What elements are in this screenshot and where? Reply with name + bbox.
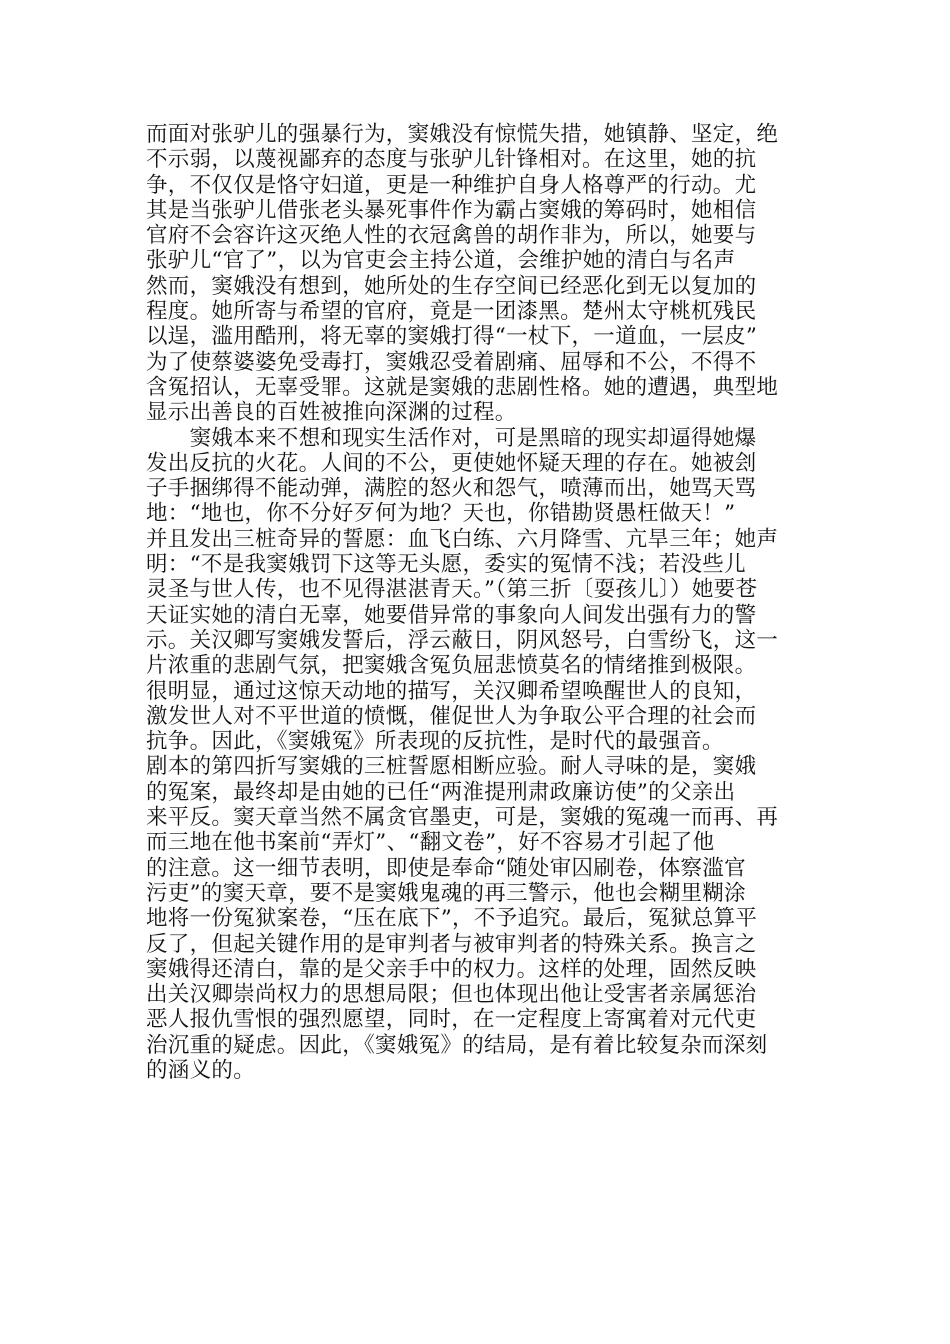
text-line: 含冤招认，无辜受罪。这就是窦娥的悲剧性格。她的遭遇，典型地	[146, 374, 779, 400]
text-line: 窦娥本来不想和现实生活作对，可是黑暗的现实却逼得她爆	[146, 425, 757, 451]
text-line: 而三地在他书案前“弄灯”、“翻文卷”，好不容易才引起了他	[146, 830, 715, 856]
text-line: 而面对张驴儿的强暴行为，窦娥没有惊慌失措，她镇静、坚定，绝	[146, 122, 779, 147]
text-line: 其是当张驴儿借张老头暴死事件作为霸占窦娥的筹码时，她相信	[146, 197, 757, 223]
text-line: 出关汉卿崇尚权力的思想局限；但也体现出他让受害者亲属惩治	[146, 982, 757, 1008]
body-text	[146, 122, 811, 1083]
text-line: 以逞，滥用酷刑，将无辜的窦娥打得“一杖下，一道血，一层皮”	[146, 324, 758, 350]
text-line: 然而，窦娥没有想到，她所处的生存空间已经恶化到无以复加的	[146, 273, 757, 299]
text-line: 发出反抗的火花。人间的不公，更使她怀疑天理的存在。她被刽	[146, 450, 757, 476]
text-line: 抗争。因此，《窦娥冤》所表现的反抗性，是时代的最强音。	[146, 729, 724, 755]
text-line: 地：“地也，你不分好歹何为地？天也，你错勘贤愚枉做天！”	[146, 501, 736, 527]
text-line: 的涵义的。	[146, 1057, 256, 1083]
text-line: 子手捆绑得不能动弹，满腔的怒火和怨气，喷薄而出，她骂天骂	[146, 476, 757, 502]
text-line: 灵圣与世人传，也不见得湛湛青天。”（第三折〔耍孩儿〕）她要苍	[146, 577, 758, 603]
text-line: 反了，但起关键作用的是审判者与被审判者的特殊关系。换言之	[146, 931, 757, 957]
text-line: 治沉重的疑虑。因此，《窦娥冤》的结局，是有着比较复杂而深刻	[146, 1032, 768, 1058]
text-line: 激发世人对不平世道的愤慨，催促世人为争取公平合理的社会而	[146, 703, 757, 729]
text-line: 地将一份冤狱案卷，“压在底下”，不予追究。最后，冤狱总算平	[146, 906, 758, 932]
text-line: 的注意。这一细节表明，即使是奉命“随处审囚刷卷，体察滥官	[146, 855, 746, 881]
text-line: 官府不会容许这灭绝人性的衣冠禽兽的胡作非为，所以，她要与	[146, 223, 757, 249]
text-line: 很明显，通过这惊天动地的描写，关汉卿希望唤醒世人的良知，	[146, 678, 757, 704]
text-line: 的冤案，最终却是由她的已任“两淮提刑肃政廉访使”的父亲出	[146, 779, 736, 805]
text-line: 并且发出三桩奇异的誓愿：血飞白练、六月降雪、亢旱三年；她声	[146, 526, 779, 552]
text-line: 恶人报仇雪恨的强烈愿望，同时，在一定程度上寄寓着对元代吏	[146, 1007, 757, 1033]
text-line: 天证实她的清白无辜，她要借异常的事象向人间发出强有力的警	[146, 602, 757, 628]
text-line: 张驴儿“官了”，以为官吏会主持公道，会维护她的清白与名声	[146, 248, 736, 274]
text-line: 显示出善良的百姓被推向深渊的过程。	[146, 400, 517, 426]
text-line: 为了使蔡婆婆免受毒打，窦娥忍受着剧痛、屈辱和不公，不得不	[146, 349, 757, 375]
text-line: 剧本的第四折写窦娥的三桩誓愿相断应验。耐人寻味的是，窦娥	[146, 754, 757, 780]
text-line: 示。关汉卿写窦娥发誓后，浮云蔽日，阴风怒号，白雪纷飞，这一	[146, 627, 779, 653]
text-line: 争，不仅仅是恪守妇道，更是一种维护自身人格尊严的行动。尤	[146, 172, 757, 198]
text-line: 明：“不是我窦娥罚下这等无头愿，委实的冤情不浅；若没些儿	[146, 552, 746, 578]
text-line: 程度。她所寄与希望的官府，竟是一团漆黑。楚州太守桃杌残民	[146, 299, 757, 325]
text-line: 不示弱，以蔑视鄙弃的态度与张驴儿针锋相对。在这里，她的抗	[146, 147, 757, 173]
text-line: 窦娥得还清白，靠的是父亲手中的权力。这样的处理，固然反映	[146, 956, 757, 982]
text-line: 来平反。窦天章当然不属贪官墨吏，可是，窦娥的冤魂一而再、再	[146, 805, 779, 831]
text-line: 片浓重的悲剧气氛，把窦娥含冤负屈悲愤莫名的情绪推到极限。	[146, 653, 757, 679]
text-line: 污吏”的窦天章，要不是窦娥鬼魂的再三警示，他也会糊里糊涂	[146, 880, 746, 906]
